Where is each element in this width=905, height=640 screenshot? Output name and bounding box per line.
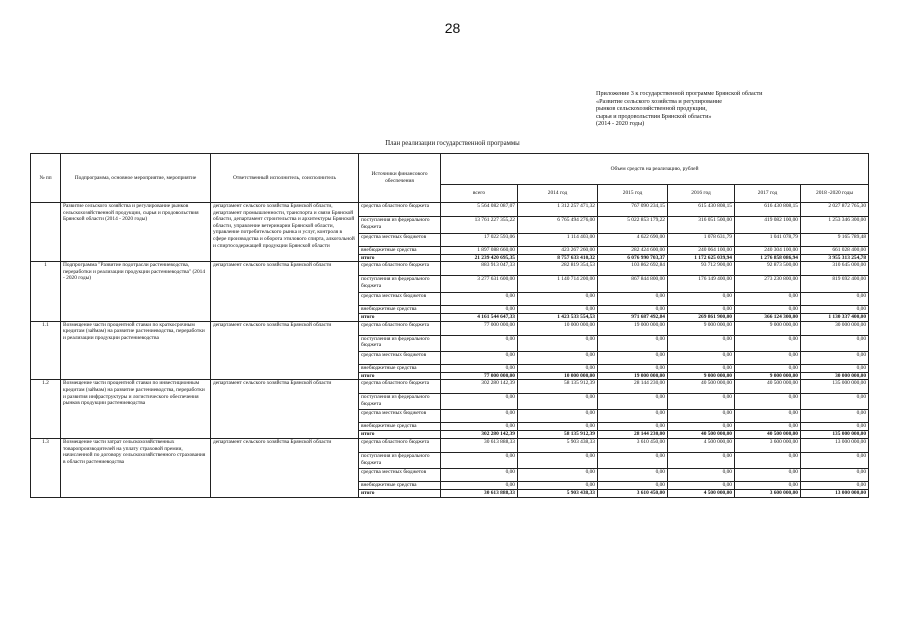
amount-cell: 6 076 990 703,37 [598,254,668,262]
amount-cell: 0,00 [668,481,735,489]
amount-cell: 21 239 420 695,35 [441,254,518,262]
amount-cell: 0,00 [518,364,598,372]
amount-cell: 0,00 [735,293,801,306]
amount-cell: 3 600 000,00 [735,438,801,452]
amount-cell: 0,00 [801,410,869,423]
amount-cell: 0,00 [668,364,735,372]
table-row [31,262,869,276]
appendix-line: сырья и продовольствия Брянской области» [596,112,712,120]
funding-source: средства местных бюджетов [359,234,441,247]
amount-cell: 0,00 [518,481,598,489]
amount-cell: 5 564 082 087,07 [441,203,518,217]
table-row [31,438,869,452]
amount-cell: 0,00 [441,452,518,468]
amount-cell: 0,00 [518,306,598,314]
amount-cell: 1 078 631,79 [668,234,735,247]
funding-source: поступления из федерального бюджета [359,276,441,293]
amount-cell: 1 276 858 086,94 [735,254,801,262]
amount-cell: 28 144 230,00 [598,380,668,394]
row-number: 1.3 [31,438,61,497]
appendix-note [596,90,826,128]
amount-cell: 0,00 [668,452,735,468]
amount-cell: 0,00 [801,468,869,481]
amount-cell: 0,00 [668,293,735,306]
amount-cell: 9 000 000,00 [735,372,801,380]
amount-cell: 135 000 000,00 [801,380,869,394]
amount-cell: 1 172 625 039,94 [668,254,735,262]
amount-cell: 92 873 500,00 [735,262,801,276]
activity-name: Возмещение части процентной ставки по краткосрочным кредитам (займам) на развитие растениеводства, переработки и реализации продукции растениеводства [61,321,211,380]
amount-cell: 0,00 [801,335,869,351]
amount-cell: 0,00 [441,423,518,431]
funding-source: внебюджетные средства [359,364,441,372]
amount-cell: 2 027 872 765,30 [801,203,869,217]
amount-cell: 13 000 000,00 [801,489,869,497]
amount-cell: 58 135 912,39 [518,431,598,439]
amount-cell: 19 000 000,00 [598,321,668,335]
amount-cell: 93 712 900,00 [668,262,735,276]
amount-cell: 4 500 000,00 [668,438,735,452]
funding-source: внебюджетные средства [359,247,441,255]
amount-cell: 9 000 000,00 [668,372,735,380]
amount-cell: 0,00 [801,394,869,410]
funding-source: средства областного бюджета [359,321,441,335]
appendix-line: (2014 - 2020 годы) [596,120,645,128]
amount-cell: 0,00 [518,293,598,306]
table-row [31,321,869,335]
row-number: 1 [31,262,61,322]
amount-cell: 767 090 234,15 [598,203,668,217]
header-2018-2020: 2018 -2020 годы [801,185,869,203]
funding-source: средства областного бюджета [359,380,441,394]
amount-cell: 4 500 000,00 [668,489,735,497]
amount-cell: 282 819 354,53 [518,262,598,276]
amount-cell: 0,00 [668,394,735,410]
amount-cell: 0,00 [518,423,598,431]
amount-cell: 0,00 [801,481,869,489]
appendix-line: рынков сельскохозяйственной продукции, [596,105,707,113]
amount-cell: 0,00 [518,468,598,481]
amount-cell: 77 000 000,00 [441,321,518,335]
activity-name: Возмещение части затрат сельскохозяйственных товаропроизводителей на уплату страховой премии, начисленной по договору сельскохозяйственного страхования в области растениеводства [61,438,211,497]
amount-cell: 13 000 000,00 [801,438,869,452]
funding-source: средства областного бюджета [359,438,441,452]
amount-cell: 0,00 [441,351,518,364]
amount-cell: 0,00 [668,335,735,351]
amount-cell: 3 277 631 600,00 [441,276,518,293]
activity-name: Возмещение части процентной ставки по инвестиционным кредитам (займам) на развитие растениеводства, переработки и развития инфраструктуры и логистического обеспечения рынков продукции растениеводства [61,380,211,439]
plan-title: План реализации государственной программы [385,140,520,147]
page-number: 28 [444,20,461,36]
amount-cell: 0,00 [735,468,801,481]
amount-cell: 1 140 714 200,00 [518,276,598,293]
amount-cell: 0,00 [518,335,598,351]
amount-cell: 8 757 633 410,32 [518,254,598,262]
amount-cell: 19 000 000,00 [598,372,668,380]
amount-cell: 616 430 808,15 [735,203,801,217]
header-2015: 2015 год [598,185,668,203]
amount-cell: 5 022 853 179,22 [598,217,668,234]
amount-cell: 0,00 [598,452,668,468]
amount-cell: 0,00 [735,410,801,423]
amount-cell: 103 862 692,84 [598,262,668,276]
amount-cell: 0,00 [735,351,801,364]
amount-cell: 302 280 142,39 [441,380,518,394]
amount-cell: 0,00 [598,293,668,306]
amount-cell: 3 955 313 254,78 [801,254,869,262]
row-number [31,203,61,262]
funding-source: поступления из федерального бюджета [359,394,441,410]
amount-cell: 423 267 260,00 [518,247,598,255]
header-2016: 2016 год [668,185,735,203]
responsible-executor: департамент сельского хозяйства Брянской области [211,262,359,322]
funding-source: итого [359,431,441,439]
appendix-line: «Развитие сельского хозяйства и регулирование [596,97,723,105]
funding-source: внебюджетные средства [359,481,441,489]
amount-cell: 0,00 [441,481,518,489]
plan-table-body [31,203,869,498]
amount-cell: 0,00 [801,452,869,468]
amount-cell: 819 692 400,00 [801,276,869,293]
amount-cell: 0,00 [668,468,735,481]
amount-cell: 9 000 000,00 [735,321,801,335]
funding-source: итого [359,254,441,262]
funding-source: средства местных бюджетов [359,468,441,481]
amount-cell: 0,00 [801,293,869,306]
amount-cell: 867 844 800,00 [598,276,668,293]
amount-cell: 0,00 [598,423,668,431]
amount-cell: 0,00 [518,351,598,364]
funding-source: итого [359,489,441,497]
header-subprogram: Подпрограмма, основное мероприятие, мероприятие [61,154,211,203]
amount-cell: 3 600 000,00 [735,489,801,497]
amount-cell: 135 000 000,00 [801,431,869,439]
amount-cell: 6 765 494 276,00 [518,217,598,234]
amount-cell: 0,00 [735,306,801,314]
amount-cell: 0,00 [668,306,735,314]
amount-cell: 316 051 500,00 [668,217,735,234]
header-funding: Объем средств на реализацию, рублей [441,154,869,185]
amount-cell: 0,00 [441,468,518,481]
amount-cell: 1 897 088 660,00 [441,247,518,255]
activity-name: Подпрограмма "Развитие подотрасли растениеводства, переработки и реализации продукции растениеводства" (2014 - 2020 годы) [61,262,211,322]
amount-cell: 77 000 000,00 [441,372,518,380]
amount-cell: 0,00 [668,410,735,423]
amount-cell: 0,00 [518,410,598,423]
amount-cell: 0,00 [598,364,668,372]
table-row [31,203,869,217]
amount-cell: 28 144 230,00 [598,431,668,439]
amount-cell: 30 613 888,33 [441,438,518,452]
amount-cell: 240 304 100,00 [735,247,801,255]
funding-source: итого [359,372,441,380]
amount-cell: 0,00 [598,410,668,423]
amount-cell: 310 645 000,00 [801,262,869,276]
amount-cell: 0,00 [735,481,801,489]
amount-cell: 0,00 [668,351,735,364]
responsible-executor: департамент сельского хозяйства Брянской области, департамент промышленности, транспорта и связи Брянской области, департамент строительства и архитектуры Брянской области, управление ветеринарии Брянской области, управление потребительского рынка и услуг, контроля в сфере производства и оборота этилового спирта, алкогольной и спиртосодержащей продукции Брянской области [211,203,359,262]
funding-source: внебюджетные средства [359,423,441,431]
amount-cell: 1 130 337 400,00 [801,314,869,322]
amount-cell: 269 861 900,00 [668,314,735,322]
activity-name: Развитие сельского хозяйства и регулирование рынков сельскохозяйственной продукции, сырья и продовольствия Брянской области (2014 - 2020 годы) [61,203,211,262]
header-2014: 2014 год [518,185,598,203]
amount-cell: 4 161 544 647,33 [441,314,518,322]
funding-source: итого [359,314,441,322]
amount-cell: 240 064 100,00 [668,247,735,255]
amount-cell: 0,00 [598,468,668,481]
amount-cell: 0,00 [598,306,668,314]
amount-cell: 883 913 047,33 [441,262,518,276]
amount-cell: 0,00 [801,364,869,372]
funding-source: внебюджетные средства [359,306,441,314]
amount-cell: 0,00 [735,364,801,372]
amount-cell: 0,00 [441,306,518,314]
amount-cell: 40 500 000,00 [735,431,801,439]
row-number: 1.2 [31,380,61,439]
funding-source: средства областного бюджета [359,203,441,217]
table-row [31,380,869,394]
funding-source: средства местных бюджетов [359,351,441,364]
amount-cell: 0,00 [441,335,518,351]
amount-cell: 0,00 [598,351,668,364]
amount-cell: 40 500 000,00 [668,431,735,439]
amount-cell: 661 028 400,00 [801,247,869,255]
amount-cell: 176 149 400,00 [668,276,735,293]
amount-cell: 4 622 690,00 [598,234,668,247]
amount-cell: 10 000 000,00 [518,321,598,335]
amount-cell: 13 761 227 355,22 [441,217,518,234]
amount-cell: 0,00 [598,335,668,351]
amount-cell: 0,00 [518,452,598,468]
amount-cell: 3 610 450,00 [598,438,668,452]
header-total: всего [441,185,518,203]
funding-source: средства местных бюджетов [359,293,441,306]
amount-cell: 1 423 533 554,53 [518,314,598,322]
amount-cell: 0,00 [735,423,801,431]
amount-cell: 0,00 [735,452,801,468]
appendix-line: Приложение 3 к государственной программе Брянской области [596,90,763,97]
amount-cell: 1 041 078,79 [735,234,801,247]
funding-source: поступления из федерального бюджета [359,452,441,468]
amount-cell: 5 903 438,33 [518,489,598,497]
amount-cell: 40 500 000,00 [735,380,801,394]
amount-cell: 1 253 346 300,00 [801,217,869,234]
responsible-executor: департамент сельского хозяйства Брянской области [211,438,359,497]
amount-cell: 0,00 [598,481,668,489]
amount-cell: 0,00 [801,306,869,314]
amount-cell: 30 000 000,00 [801,321,869,335]
amount-cell: 30 000 000,00 [801,372,869,380]
plan-table [30,153,869,498]
funding-source: поступления из федерального бюджета [359,217,441,234]
amount-cell: 30 613 888,33 [441,489,518,497]
amount-cell: 0,00 [441,293,518,306]
amount-cell: 0,00 [735,335,801,351]
header-2017: 2017 год [735,185,801,203]
amount-cell: 0,00 [668,423,735,431]
header-no: № пп [31,154,61,203]
amount-cell: 0,00 [598,394,668,410]
amount-cell: 9 165 789,48 [801,234,869,247]
row-number: 1.1 [31,321,61,380]
amount-cell: 0,00 [801,423,869,431]
amount-cell: 1 312 257 471,32 [518,203,598,217]
header-executor: Ответственный исполнитель, соисполнитель [211,154,359,203]
funding-source: средства областного бюджета [359,262,441,276]
amount-cell: 282 424 600,00 [598,247,668,255]
amount-cell: 0,00 [441,364,518,372]
funding-source: средства местных бюджетов [359,410,441,423]
amount-cell: 0,00 [518,394,598,410]
amount-cell: 3 610 450,00 [598,489,668,497]
responsible-executor: департамент сельского хозяйства Брянской области [211,321,359,380]
amount-cell: 17 022 593,06 [441,234,518,247]
amount-cell: 273 230 800,00 [735,276,801,293]
funding-source: поступления из федерального бюджета [359,335,441,351]
amount-cell: 302 280 142,39 [441,431,518,439]
amount-cell: 615 430 808,15 [668,203,735,217]
amount-cell: 419 082 100,00 [735,217,801,234]
amount-cell: 9 000 000,00 [668,321,735,335]
amount-cell: 5 903 438,33 [518,438,598,452]
amount-cell: 0,00 [735,394,801,410]
amount-cell: 0,00 [441,410,518,423]
amount-cell: 58 135 912,39 [518,380,598,394]
amount-cell: 366 124 300,00 [735,314,801,322]
responsible-executor: департамент сельского хозяйства Брянской области [211,380,359,439]
amount-cell: 0,00 [801,351,869,364]
amount-cell: 1 114 403,00 [518,234,598,247]
amount-cell: 40 500 000,00 [668,380,735,394]
amount-cell: 10 000 000,00 [518,372,598,380]
header-sources: Источники финансового обеспечения [359,154,441,203]
amount-cell: 971 687 492,84 [598,314,668,322]
amount-cell: 0,00 [441,394,518,410]
